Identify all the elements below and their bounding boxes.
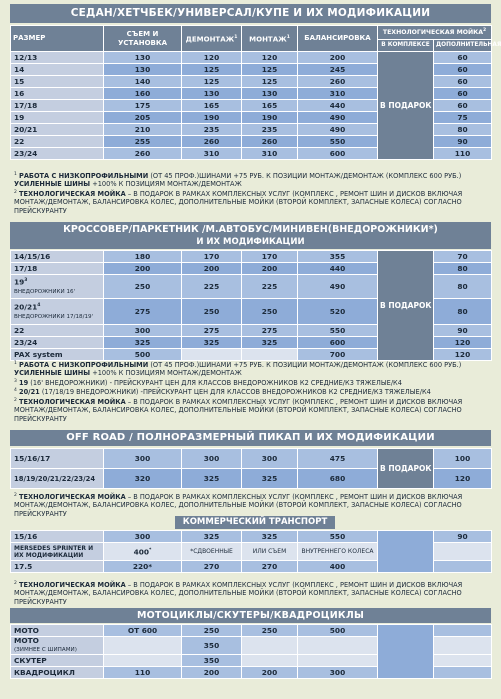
table-cell: 125 — [182, 76, 242, 88]
table-cell: 275 — [104, 299, 182, 325]
table-cell: 125 — [182, 64, 242, 76]
gift-cell: В ПОДАРОК — [378, 52, 434, 160]
table-cell: 70 — [434, 251, 492, 263]
table-cell: 250 — [182, 625, 242, 637]
table-cell: 130 — [104, 52, 182, 64]
table-cell: 18/19/20/21/22/23/24 — [11, 469, 104, 489]
table-cell: 125 — [242, 64, 298, 76]
table-cell: PAX system — [11, 349, 104, 361]
table-cell: 165 — [182, 100, 242, 112]
table-cell: 23/24 — [11, 337, 104, 349]
table-cell: 325 — [182, 337, 242, 349]
table-cell: 400 — [298, 561, 378, 573]
table-sedan — [10, 25, 501, 160]
section-title-sedan: СЕДАН/ХЕТЧБЕК/УНИВЕРСАЛ/КУПЕ И ИХ МОДИФИКАЦИИ — [10, 4, 491, 23]
table-cell: 440 — [298, 100, 378, 112]
table-cell — [298, 655, 378, 667]
table-cell: 260 — [242, 136, 298, 148]
table-cell: 275 — [242, 325, 298, 337]
table-cell: 270 — [242, 561, 298, 573]
table-cell: 475 — [298, 449, 378, 469]
table-cell: 170 — [182, 251, 242, 263]
table-cell: 320 — [104, 469, 182, 489]
table-cell: 325 — [242, 337, 298, 349]
section-title-offroad: OFF ROAD / ПОЛНОРАЗМЕРНЫЙ ПИКАП И ИХ МОДИФИКАЦИИ — [10, 430, 491, 446]
table-cell: 20/21 — [11, 124, 104, 136]
table-cell: 220* — [104, 561, 182, 573]
table-cell: 260 — [298, 76, 378, 88]
table-row — [11, 625, 492, 637]
table-cell: 17/18 — [11, 263, 104, 275]
table-cell: 190 — [182, 112, 242, 124]
table-cell: 200 — [182, 263, 242, 275]
col-size: РАЗМЕР — [11, 26, 104, 52]
table-cell: СКУТЕР — [11, 655, 104, 667]
rows-sedan — [11, 52, 492, 160]
table-cell: 130 — [242, 88, 298, 100]
table-cell: 165 — [242, 100, 298, 112]
table-cell: 200 — [298, 52, 378, 64]
table-row — [11, 449, 492, 469]
table-cell: 200 — [182, 667, 242, 679]
table-cell: 110 — [104, 667, 182, 679]
col-in-set: В КОМПЛЕКСЕ — [378, 40, 434, 52]
table-cell: 550 — [298, 325, 378, 337]
table-cell: 180 — [104, 251, 182, 263]
table-cell: 355 — [298, 251, 378, 263]
table-cell: 490 — [298, 112, 378, 124]
table-cell: 400* — [104, 543, 182, 561]
table-cell: 160 — [104, 88, 182, 100]
table-cell: 15/16/17 — [11, 449, 104, 469]
table-cell: 325 — [182, 469, 242, 489]
table-cell: 80 — [434, 263, 492, 275]
section-title-commercial-bar: КОММЕРЧЕСКИЙ ТРАНСПОРТ — [175, 516, 335, 529]
table-cell: $20/21^4$ ВНЕДОРОЖНИКИ 17/18/19' — [11, 299, 104, 325]
table-cell: 325 — [182, 531, 242, 543]
table-cell: 15/16 — [11, 531, 104, 543]
table-cell: 205 — [104, 112, 182, 124]
table-cell: 250 — [182, 299, 242, 325]
table-cell: 260 — [182, 136, 242, 148]
table-cell: 170 — [242, 251, 298, 263]
table-cell: МОТО (ЗИМНЕЕ С ШИПАМИ) — [11, 637, 104, 655]
table-commercial — [10, 530, 492, 573]
table-cell: 60 — [434, 88, 492, 100]
col-mount: МОНТАЖ$^1$ — [242, 26, 298, 52]
section-crossover — [10, 222, 491, 423]
table-cell: 120 — [434, 469, 492, 489]
col-demount: ДЕМОНТАЖ$^1$ — [182, 26, 242, 52]
table-cell: 110 — [434, 148, 492, 160]
col-wash: ТЕХНОЛОГИЧЕСКАЯ МОЙКА$^2$ — [378, 26, 492, 40]
table-cell: 260 — [104, 148, 182, 160]
table-cell: 175 — [104, 100, 182, 112]
table-cell — [242, 637, 298, 655]
table-crossover — [10, 250, 492, 361]
table-cell: 15 — [11, 76, 104, 88]
table-cell: 16 — [11, 88, 104, 100]
table-cell: 680 — [298, 469, 378, 489]
table-cell: 500 — [104, 349, 182, 361]
table-cell: 225 — [242, 275, 298, 299]
table-cell: 250 — [242, 299, 298, 325]
col-extra: ДОПОЛНИТЕЛЬНАЯ — [434, 40, 492, 52]
table-cell: 22 — [11, 136, 104, 148]
notes-crossover: $^1$ РАБОТА С НИЗКОПРОФИЛЬНЫМИ (ОТ 45 ПРОФ.)ШИНАМИ +75 РУБ. К ПОЗИЦИИ МОНТАЖ/ДЕМОНТАЖ (КОМПЛЕКС 600 РУБ.) УСИЛЕННЫЕ ШИНЫ +100% К ПОЗИЦИЯМ МОНТАЖ/ДЕМОНТАЖ $^3$ 19 (16' ВНЕДОРОЖНИКИ) - ПРЕЙСКУРАНТ ЦЕН ДЛЯ КЛАССОВ ВНЕДОРОЖНИКОВ К2 СРЕДНИЕ/К3 ТЯЖЕЛЫЕ/К4 $^4$ 20/21 (17/18/19 ВНЕДОРОЖНИКИ) -ПРЕЙСКУРАНТ ЦЕН ДЛЯ КЛАССОВ ВНЕДОРОЖНИКОВ К2 СРЕДНИЕ/К3 ТЯЖЕЛЫЕ/К4 $^2$ ТЕХНОЛОГИЧЕСКАЯ МОЙКА – В ПОДАРОК В РАМКАХ КОМПЛЕКСНЫХ УСЛУГ (КОМПЛЕКС , РЕМОНТ ШИН И ДИСКОВ ВКЛЮЧАЯ МОНТАЖ/ДЕМОНТАЖ, БАЛАНСИРОВКА КОЛЕС, ДОПОЛНИТЕЛЬНЫЕ МОЙКИ (ВТОРОЙ КОМПЛЕКТ, ЗАПАСНЫЕ КОЛЕСА) СОГЛАСНО ПРЕЙСКУРАНТУ — [14, 361, 463, 423]
table-cell: 255 — [104, 136, 182, 148]
table-cell: 60 — [434, 76, 492, 88]
table-cell: 90 — [434, 325, 492, 337]
section-title-moto: МОТОЦИКЛЫ/СКУТЕРЫ/КВАДРОЦИКЛЫ — [10, 608, 491, 623]
table-cell: $19^3$ ВНЕДОРОЖНИКИ 16' — [11, 275, 104, 299]
table-cell — [378, 531, 434, 573]
table-cell: 235 — [182, 124, 242, 136]
table-cell: 310 — [182, 148, 242, 160]
table-cell: 490 — [298, 124, 378, 136]
table-cell: 210 — [104, 124, 182, 136]
table-moto — [10, 624, 492, 679]
table-cell: *СДВОЕННЫЕ — [182, 543, 242, 561]
table-cell: 500 — [298, 625, 378, 637]
table-cell: 200 — [104, 263, 182, 275]
table-cell: 140 — [104, 76, 182, 88]
table-cell: 190 — [242, 112, 298, 124]
table-cell: 550 — [298, 136, 378, 148]
table-cell: 310 — [298, 88, 378, 100]
table-cell: 12/13 — [11, 52, 104, 64]
gift-cell: В ПОДАРОК — [378, 251, 434, 361]
table-cell: 325 — [242, 469, 298, 489]
table-cell — [434, 655, 492, 667]
table-row — [11, 531, 492, 543]
table-cell: 120 — [182, 52, 242, 64]
table-cell: 19 — [11, 112, 104, 124]
table-cell: 325 — [104, 337, 182, 349]
table-cell: 270 — [182, 561, 242, 573]
table-cell: 300 — [298, 667, 378, 679]
table-cell: 22 — [11, 325, 104, 337]
table-cell: 23/24 — [11, 148, 104, 160]
gift-cell: В ПОДАРОК — [378, 449, 434, 489]
table-cell — [104, 637, 182, 655]
table-cell: 60 — [434, 100, 492, 112]
table-cell: ИЛИ СЪЕМ — [242, 543, 298, 561]
table-cell: 14 — [11, 64, 104, 76]
table-cell: 125 — [242, 76, 298, 88]
table-cell: 520 — [298, 299, 378, 325]
table-cell: 120 — [242, 52, 298, 64]
table-cell: 90 — [434, 531, 492, 543]
table-cell: 300 — [104, 449, 182, 469]
table-cell: 75 — [434, 112, 492, 124]
table-cell: 14/15/16 — [11, 251, 104, 263]
table-cell: 130 — [104, 64, 182, 76]
table-cell: 250 — [104, 275, 182, 299]
table-cell: 80 — [434, 124, 492, 136]
table-cell: 300 — [104, 325, 182, 337]
table-cell — [434, 625, 492, 637]
table-cell: MERSEDES SPRINTER И ИХ МОДИФИКАЦИИ — [11, 543, 104, 561]
table-cell: 60 — [434, 64, 492, 76]
table-cell: 120 — [434, 349, 492, 361]
table-cell: 235 — [242, 124, 298, 136]
table-cell — [104, 655, 182, 667]
table-cell — [434, 637, 492, 655]
table-cell: 60 — [434, 52, 492, 64]
table-cell: 440 — [298, 263, 378, 275]
table-cell: 245 — [298, 64, 378, 76]
table-cell: 90 — [434, 136, 492, 148]
table-cell: 17/18 — [11, 100, 104, 112]
table-cell: 200 — [242, 667, 298, 679]
table-cell: 120 — [434, 337, 492, 349]
section-title-crossover: КРОССОВЕР/ПАРКЕТНИК /М.АВТОБУС/МИНИВЕН(ВНЕДОРОЖНИКИ*) И ИХ МОДИФИКАЦИИ — [10, 222, 491, 249]
table-cell: 250 — [242, 625, 298, 637]
table-row — [11, 251, 492, 263]
notes-offroad: $^2$ ТЕХНОЛОГИЧЕСКАЯ МОЙКА – В ПОДАРОК В РАМКАХ КОМПЛЕКСНЫХ УСЛУГ (КОМПЛЕКС , РЕМОНТ ШИН И ДИСКОВ ВКЛЮЧАЯ МОНТАЖ/ДЕМОНТАЖ, БАЛАНСИРОВКА КОЛЕС, ДОПОЛНИТЕЛЬНЫЕ МОЙКИ (ВТОРОЙ КОМПЛЕКТ, ЗАПАСНЫЕ КОЛЕСА) СОГЛАСНО ПРЕЙСКУРАНТУ — [14, 493, 463, 518]
table-cell — [378, 625, 434, 679]
table-cell — [298, 637, 378, 655]
table-cell: 700 — [298, 349, 378, 361]
table-cell: 310 — [242, 148, 298, 160]
table-cell: 200 — [242, 263, 298, 275]
table-cell: ВНУТРЕННЕГО КОЛЕСА — [298, 543, 378, 561]
table-cell — [242, 655, 298, 667]
table-cell: 275 — [182, 325, 242, 337]
table-cell: 300 — [182, 449, 242, 469]
table-cell: 600 — [298, 337, 378, 349]
table-cell: 550 — [298, 531, 378, 543]
table-cell: МОТО — [11, 625, 104, 637]
table-cell: 100 — [434, 449, 492, 469]
table-cell — [434, 543, 492, 561]
table-cell: 80 — [434, 299, 492, 325]
col-balance: БАЛАНСИРОВКА — [298, 26, 378, 52]
table-cell: 490 — [298, 275, 378, 299]
table-cell: 80 — [434, 275, 492, 299]
table-cell: 17.5 — [11, 561, 104, 573]
table-offroad — [10, 448, 492, 489]
table-row — [11, 52, 492, 64]
notes-commercial: $^2$ ТЕХНОЛОГИЧЕСКАЯ МОЙКА – В ПОДАРОК В РАМКАХ КОМПЛЕКСНЫХ УСЛУГ (КОМПЛЕКС , РЕМОНТ ШИН И ДИСКОВ ВКЛЮЧАЯ МОНТАЖ/ДЕМОНТАЖ, БАЛАНСИРОВКА КОЛЕС, ДОПОЛНИТЕЛЬНЫЕ МОЙКИ (ВТОРОЙ КОМПЛЕКТ, ЗАПАСНЫЕ КОЛЕСА) СОГЛАСНО ПРЕЙСКУРАНТУ — [14, 581, 463, 606]
notes-sedan: $^1$ РАБОТА С НИЗКОПРОФИЛЬНЫМИ (ОТ 45 ПРОФ.)ШИНАМИ +75 РУБ. К ПОЗИЦИИ МОНТАЖ/ДЕМОНТАЖ (КОМПЛЕКС 600 РУБ.) УСИЛЕННЫЕ ШИНЫ +100% К ПОЗИЦИЯМ МОНТАЖ/ДЕМОНТАЖ $^2$ ТЕХНОЛОГИЧЕСКАЯ МОЙКА – В ПОДАРОК В РАМКАХ КОМПЛЕКСНЫХ УСЛУГ (КОМПЛЕКС , РЕМОНТ ШИН И ДИСКОВ ВКЛЮЧАЯ МОНТАЖ/ДЕМОНТАЖ, БАЛАНСИРОВКА КОЛЕС, ДОПОЛНИТЕЛЬНЫЕ МОЙКИ (ВТОРОЙ КОМПЛЕКТ, ЗАПАСНЫЕ КОЛЕСА) СОГЛАСНО ПРЕЙСКУРАНТУ — [14, 172, 463, 215]
table-cell: 350 — [182, 637, 242, 655]
table-cell: 300 — [104, 531, 182, 543]
table-cell — [434, 667, 492, 679]
col-remove: СЪЕМ И УСТАНОВКА — [104, 26, 182, 52]
table-cell: 325 — [242, 531, 298, 543]
table-cell: ОТ 600 — [104, 625, 182, 637]
table-cell: КВАДРОЦИКЛ — [11, 667, 104, 679]
table-cell: 600 — [298, 148, 378, 160]
table-cell: 350 — [182, 655, 242, 667]
table-cell: 225 — [182, 275, 242, 299]
table-cell: 130 — [182, 88, 242, 100]
table-cell — [434, 561, 492, 573]
table-cell: 300 — [242, 449, 298, 469]
